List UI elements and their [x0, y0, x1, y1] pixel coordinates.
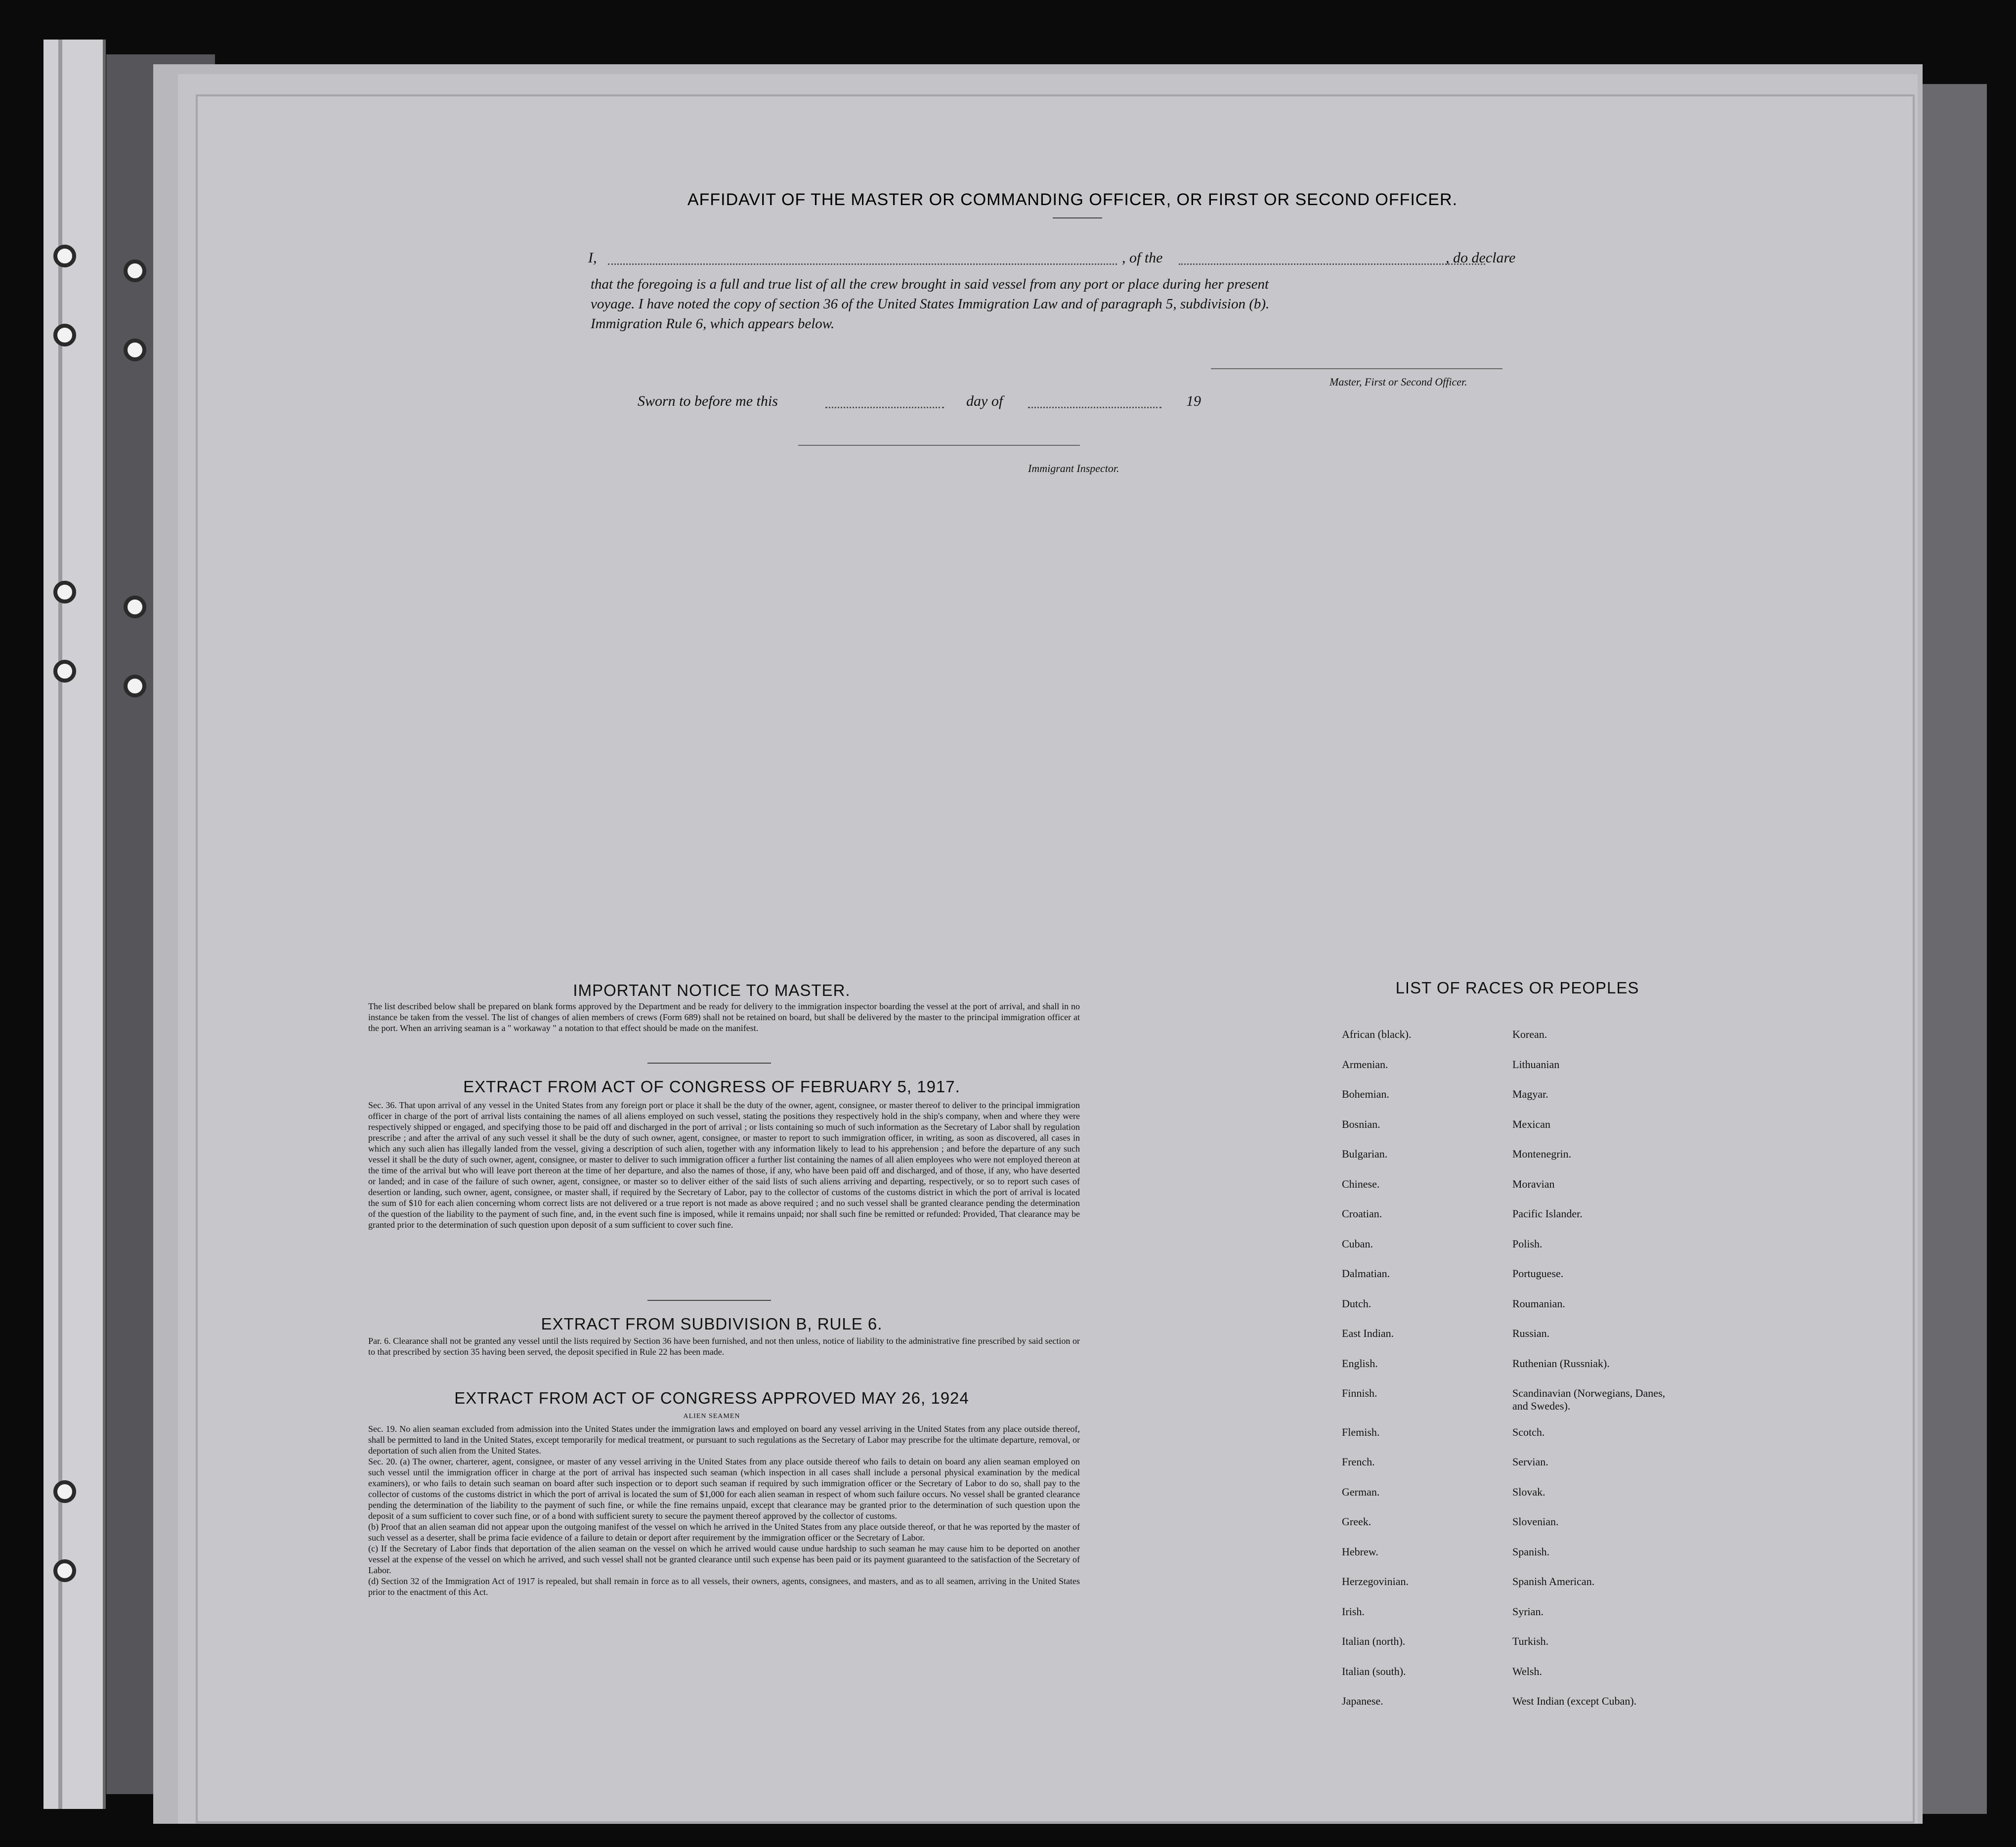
race-item: African (black).	[1342, 1028, 1412, 1040]
race-item: Cuban.	[1342, 1237, 1373, 1250]
divider	[1053, 217, 1102, 218]
race-item: Spanish.	[1512, 1545, 1550, 1558]
sec-20c-text: (c) If the Secretary of Labor finds that deportation of the alien seaman on the vessel on which he arrived would cause undue hardship to such seaman he may cause him to be deported on another vessel at the expense of the vessel on which he arrived, and such vessel shall not be granted clearance until such expense has been paid or its payment guaranteed to the satisfaction of the Secretary of Labor.	[368, 1544, 1080, 1575]
race-item: Servian.	[1512, 1456, 1548, 1468]
affidavit-body-line: that the foregoing is a full and true list of all the crew brought in said vessel from any port or place during her present	[591, 276, 1269, 292]
binder-hole-icon	[53, 1480, 76, 1503]
extract-rule6-text: Par. 6. Clearance shall not be granted any vessel until the lists required by Section 36 have been furnished, and not then unless, notice of liability to the administrative fine prescribed by said section or to that prescribed by section 35 having been served, the deposit specified in Rule 22 has been made.	[368, 1336, 1080, 1357]
sworn-line	[638, 393, 1231, 413]
races-left-column	[1342, 1028, 1530, 1720]
day-field[interactable]	[825, 407, 944, 408]
right-binder-board	[1918, 84, 1987, 1814]
sec-19-text: Sec. 19. No alien seaman excluded from admission into the United States under the immigration laws and employed on board any vessel arriving in the United States from any place outside thereof, shall be permitted to land in the United States, except temporarily for medical treatment, or pursuant to such regulations as the Secretary of Labor may prescribe for the ultimate departure, removal, or deportation of such alien from the United States.	[368, 1424, 1080, 1456]
binder-hole-icon	[124, 675, 146, 697]
declaration-do-declare: , do declare	[1446, 250, 1516, 266]
race-item: Scotch.	[1512, 1425, 1545, 1438]
race-item: English.	[1342, 1357, 1378, 1370]
race-item: Herzegovinian.	[1342, 1575, 1409, 1588]
race-item: Dalmatian.	[1342, 1267, 1390, 1280]
race-item: Mexican	[1512, 1117, 1550, 1130]
race-item: Bohemian.	[1342, 1088, 1389, 1100]
binder-hole-icon	[124, 339, 146, 361]
binder-hole-icon	[53, 660, 76, 683]
race-item: Flemish.	[1342, 1425, 1380, 1438]
declaration-of-the: , of the	[1122, 250, 1163, 266]
extract-1924-subtitle: ALIEN SEAMEN	[683, 1413, 740, 1420]
inspector-label: Immigrant Inspector.	[1028, 462, 1119, 474]
race-item: Russian.	[1512, 1327, 1550, 1339]
race-item: Bosnian.	[1342, 1117, 1380, 1130]
race-item: Pacific Islander.	[1512, 1207, 1583, 1220]
day-of-text: day of	[966, 393, 1003, 409]
race-item: Irish.	[1342, 1605, 1365, 1618]
declaration-i: I,	[588, 250, 597, 266]
race-item: Greek.	[1342, 1515, 1372, 1528]
declaration-line	[588, 250, 1542, 269]
race-item: Slovenian.	[1512, 1515, 1559, 1528]
extract-1924-title: EXTRACT FROM ACT OF CONGRESS APPROVED MAY 26, 1924	[454, 1389, 969, 1407]
races-title: LIST OF RACES OR PEOPLES	[1395, 979, 1639, 997]
binder-hole-icon	[53, 245, 76, 267]
race-item: Slovak.	[1512, 1485, 1545, 1498]
race-item: Korean.	[1512, 1028, 1547, 1040]
race-item: Italian (north).	[1342, 1635, 1406, 1647]
race-item: East Indian.	[1342, 1327, 1394, 1339]
sec-20b-text: (b) Proof that an alien seaman did not appear upon the outgoing manifest of the vessel on which he arrived in the United States from any place outside thereof, or that he was reported by the master of such vessel as a deserter, shall be prima facie evidence of a failure to detain or deport after requirement by the immigration officer or the Secretary of Labor.	[368, 1522, 1080, 1543]
extract-1924-body	[368, 1423, 1080, 1597]
name-field[interactable]	[608, 263, 1117, 265]
inspector-signature-line[interactable]	[798, 445, 1080, 446]
race-item: West Indian (except Cuban).	[1512, 1695, 1637, 1707]
race-item: Chinese.	[1342, 1177, 1380, 1190]
race-item: Magyar.	[1512, 1088, 1548, 1100]
race-item: Croatian.	[1342, 1207, 1382, 1220]
race-item: Portuguese.	[1512, 1267, 1564, 1280]
binder-hole-icon	[53, 581, 76, 603]
races-right-column	[1512, 1028, 1720, 1720]
binder-hole-icon	[124, 596, 146, 618]
divider	[647, 1063, 771, 1064]
extract-1917-title: EXTRACT FROM ACT OF CONGRESS OF FEBRUARY 5, 1917.	[463, 1077, 960, 1096]
vessel-field[interactable]	[1179, 263, 1485, 265]
binder-strip	[43, 40, 106, 1809]
month-field[interactable]	[1028, 407, 1161, 408]
signature-label: Master, First or Second Officer.	[1330, 376, 1467, 388]
notice-title: IMPORTANT NOTICE TO MASTER.	[573, 981, 851, 999]
sworn-text: Sworn to before me this	[638, 393, 778, 409]
race-item: Moravian	[1512, 1177, 1555, 1190]
race-item: Montenegrin.	[1512, 1148, 1572, 1160]
race-item: Ruthenian (Russniak).	[1512, 1357, 1610, 1370]
race-item: Turkish.	[1512, 1635, 1549, 1647]
race-item: Welsh.	[1512, 1665, 1542, 1677]
race-item: Dutch.	[1342, 1297, 1372, 1310]
notice-text: The list described below shall be prepared on blank forms approved by the Department and be ready for delivery to the immigration inspector boarding the vessel at the port of arrival, and shall in no instance be taken from the vessel. The list of changes of alien members of crews (Form 689) shall not be retained on board, but shall be delivered by the master to the principal immigration officer at the port. When an arriving seaman is a " workaway " a notation to that effect should be made on the manifest.	[368, 1001, 1080, 1033]
race-item: Finnish.	[1342, 1387, 1377, 1399]
race-item: Japanese.	[1342, 1695, 1383, 1707]
sec-20d-text: (d) Section 32 of the Immigration Act of 1917 is repealed, but shall remain in force as to all vessels, their owners, agents, consignees, and masters, and as to all seamen, arriving in the United States prior to the enactment of this Act.	[368, 1576, 1080, 1597]
divider	[647, 1300, 771, 1301]
race-item: Syrian.	[1512, 1605, 1544, 1618]
race-item: Italian (south).	[1342, 1665, 1406, 1677]
race-item: French.	[1342, 1456, 1375, 1468]
race-item: Spanish American.	[1512, 1575, 1595, 1588]
race-item: Scandinavian (Norwegians, Danes, and Swedes).	[1512, 1387, 1666, 1412]
race-item: Hebrew.	[1342, 1545, 1378, 1558]
signature-line[interactable]	[1211, 368, 1502, 369]
affidavit-body-line: Immigration Rule 6, which appears below.	[591, 316, 835, 332]
race-item: Armenian.	[1342, 1058, 1388, 1071]
binder-hole-icon	[124, 259, 146, 282]
race-item: Bulgarian.	[1342, 1148, 1388, 1160]
race-item: Lithuanian	[1512, 1058, 1560, 1071]
race-item: German.	[1342, 1485, 1380, 1498]
sec-20a-text: Sec. 20. (a) The owner, charterer, agent, consignee, or master of any vessel arriving in the United States from any place outside thereof who fails to detain on board any alien seaman employed on such vessel until the immigration officer in charge at the port of arrival has inspected such seaman (which inspection in all cases shall include a personal physical examination by the medical examiners), or who fails to detain such seaman on board after such inspection or to deport such seaman if required by such immigration officer or the Secretary of Labor to do so, shall pay to the collector of customs of the customs district in which the port of arrival is located the sum of $1,000 for each alien seaman in respect of whom such failure occurs. No vessel shall be granted clearance pending the determination of the liability to the payment of such fine, or while the fine remains unpaid, except that clearance may be granted prior to the determination of such question upon the deposit of a sum sufficient to cover such fine, or of a bond with sufficient surety to secure the payment thereof approved by the collector of customs.	[368, 1457, 1080, 1521]
affidavit-body	[591, 274, 1544, 334]
race-item: Polish.	[1512, 1237, 1543, 1250]
race-item: Roumanian.	[1512, 1297, 1565, 1310]
year-prefix: 19	[1186, 393, 1201, 409]
extract-1917-text: Sec. 36. That upon arrival of any vessel in the United States from any foreign port or place it shall be the duty of the owner, agent, consignee, or master thereof to deliver to the principal immigration officer in charge of the port of arrival lists containing the names of all aliens employed on such vessel, stating the positions they respectively hold in the ship's company, when and where they were respectively shipped or engaged, and specifying those to be paid off and discharged in the port of arrival ; or lists containing so much of such information as the Secretary of Labor shall by regulation prescribe ; and after the arrival of any such vessel it shall be the duty of such owner, agent, consignee, or master to report to such immigration officer, in writing, as soon as discovered, all cases in which any such alien has illegally landed from the vessel, giving a description of such alien, together with any information likely to lead to his apprehension ; and before the departure of any such vessel it shall be the duty of such owner, agent, consignee, or master to deliver to such immigration officer a further list containing the names of all alien employees who were not employed thereon at the time of the arrival but who will leave port thereon at the time of her departure, and also the names of those, if any, who have been paid off and discharged, and of those, if any, who have deserted or landed; and in case of the failure of such owner, agent, consignee, or master so to deliver either of the said lists of such aliens arriving and departing, respectively, or so to report such cases of desertion or landing, such owner, agent, consignee, or master shall, if required by the Secretary of Labor, pay to the collector of customs of the customs district in which the port of arrival is located the sum of $10 for each alien concerning whom correct lists are not delivered or a true report is not made as above required ; and no such vessel shall be granted clearance pending the determination of the question of the liability to the payment of such fine, and, in the event such fine is imposed, while it remains unpaid; nor shall such fine be remitted or refunded: Provided, That clearance may be granted prior to the determination of such question upon deposit of a sum sufficient to cover such fine.	[368, 1100, 1080, 1230]
binder-hole-icon	[53, 324, 76, 346]
extract-rule6-title: EXTRACT FROM SUBDIVISION B, RULE 6.	[541, 1315, 883, 1333]
affidavit-title: AFFIDAVIT OF THE MASTER OR COMMANDING OFFICER, OR FIRST OR SECOND OFFICER.	[687, 190, 1458, 209]
binder-hole-icon	[53, 1559, 76, 1582]
affidavit-body-line: voyage. I have noted the copy of section 36 of the United States Immigration Law and of paragraph 5, subdivision (b).	[591, 296, 1270, 312]
